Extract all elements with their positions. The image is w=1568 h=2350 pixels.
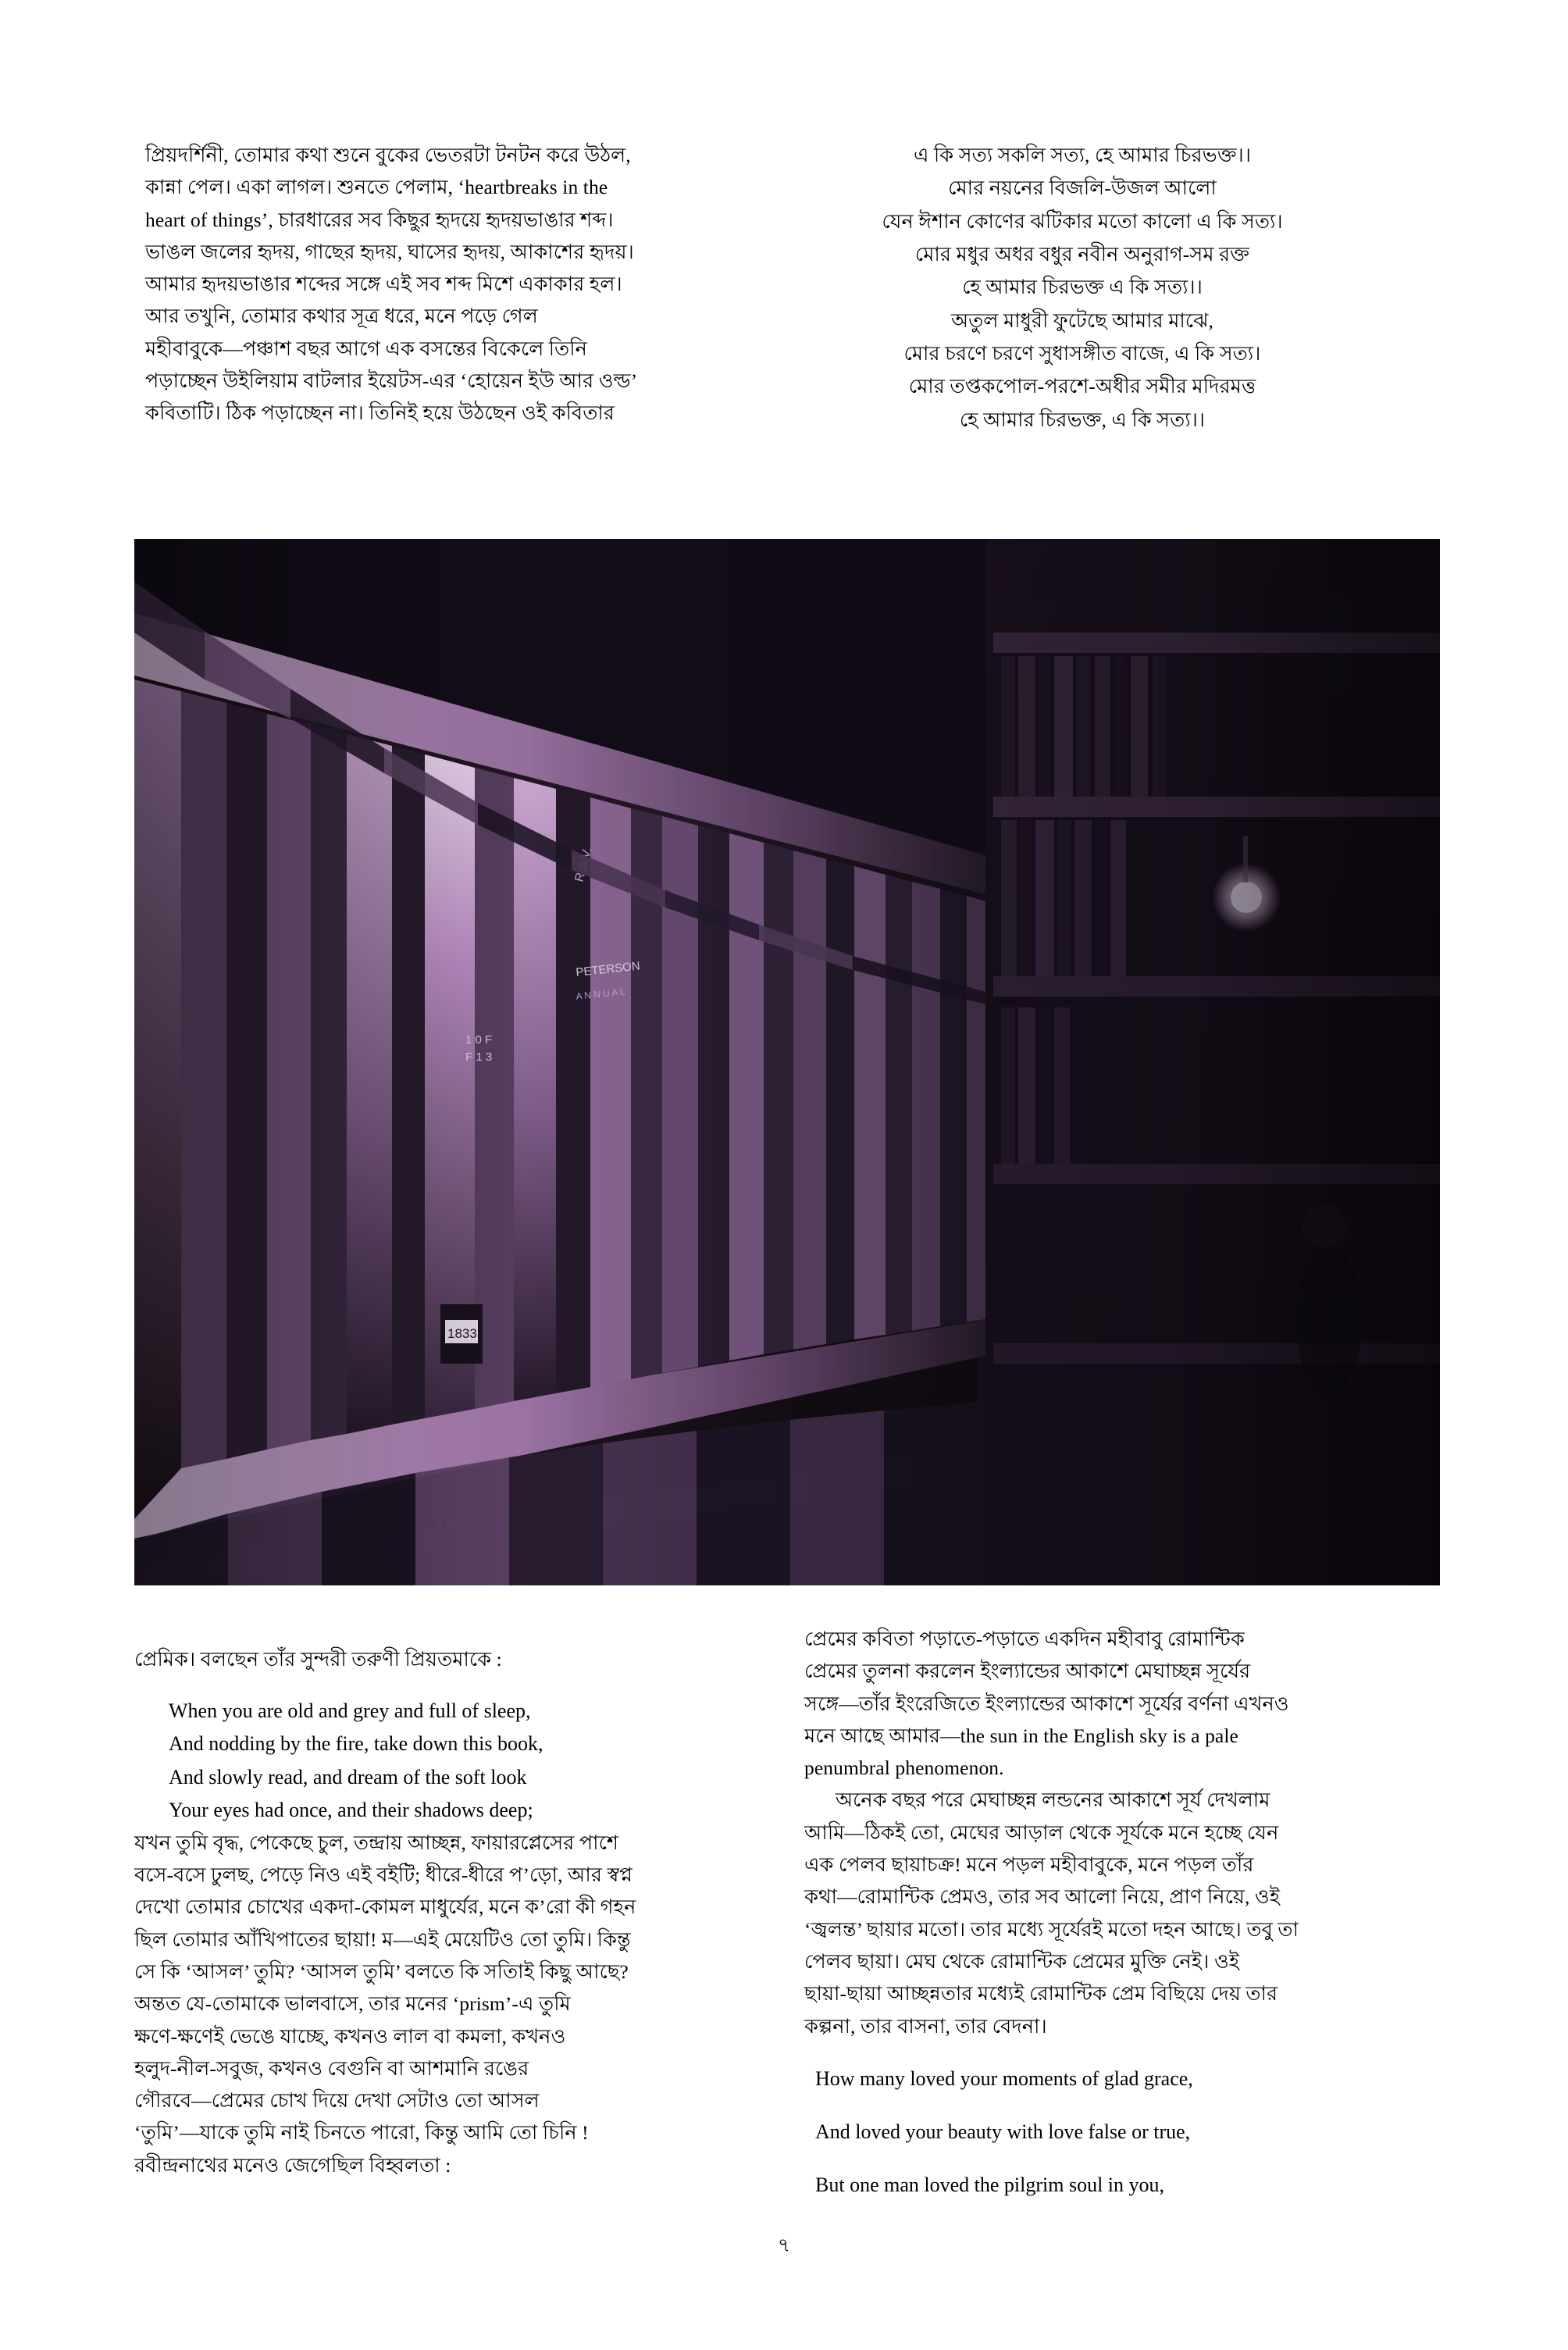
- paragraph-line: দেখো তোমার চোখের একদা-কোমল মাধুর্যের, মনে ক’রো কী গহন: [134, 1895, 636, 1919]
- top-text-columns: [145, 139, 1426, 437]
- paragraph-line: penumbral phenomenon.: [804, 1756, 1004, 1780]
- english-verse-block: [804, 2063, 1429, 2202]
- paragraph-line: বসে-বসে ঢুলছ, পেড়ে নিও এই বইটি; ধীরে-ধীরে প’ড়ো, আর স্বপ্ন: [134, 1863, 633, 1887]
- paragraph-two: [804, 1784, 1429, 2042]
- verse-line: হে আমার চিরভক্ত এ কি সত্য।।: [962, 276, 1203, 299]
- paragraph-line: সঙ্গে—তাঁর ইংরেজিতে ইংল্যান্ডের আকাশে সূর্যের বর্ণনা এখনও: [804, 1692, 1289, 1715]
- photo-illustration: [134, 539, 1440, 1585]
- paragraph-line: কল্পনা, তার বাসনা, তার বেদনা।: [804, 2014, 1047, 2038]
- paragraph-line: ‘জ্বলন্ত’ ছায়ার মতো। তার মধ্যে সূর্যেরই মতো দহন আছে। তবু তা: [804, 1917, 1299, 1941]
- paragraph-line: কান্না পেল। একা লাগল। শুনতে পেলাম, ‘heartbreaks in the: [145, 176, 608, 199]
- top-left-column: [145, 139, 739, 437]
- verse-line: And loved your beauty with love false or true,: [815, 2120, 1191, 2143]
- verse-line: হে আমার চিরভক্ত, এ কি সত্য।।: [959, 408, 1206, 431]
- paragraph-line: প্রিয়দর্শিনী, তোমার কথা শুনে বুকের ভেতরটা টনটন করে উঠল,: [145, 144, 631, 166]
- paragraph-line: প্রেমের কবিতা পড়াতে-পড়াতে একদিন মহীবাবু রোমান্টিক: [804, 1628, 1245, 1650]
- verse-line: এ কি সত্য সকলি সত্য, হে আমার চিরভক্ত।।: [913, 144, 1252, 166]
- paragraph-line: পড়াচ্ছেন উইলিয়াম বাটলার ইয়েটস-এর ‘হোয়েন ইউ আর ওল্ড’: [145, 369, 638, 393]
- paragraph-line: ‘তুমি’—যাকে তুমি নাই চিনতে পারো, কিন্তু আমি তো চিনি !: [134, 2121, 589, 2145]
- paragraph-line: ছিল তোমার আঁখিপাতের ছায়া! ম—এই মেয়েটিও তো তুমি। কিন্তু: [134, 1927, 631, 1951]
- paragraph-line: আমার হৃদয়ভাঙার শব্দের সঙ্গে এই সব শব্দ মিশে একাকার হল।: [145, 273, 622, 296]
- bengali-commentary: [134, 1827, 759, 2181]
- verse-line: And slowly read, and dream of the soft look: [169, 1765, 527, 1788]
- verse-line: Your eyes had once, and their shadows deep;: [169, 1798, 533, 1821]
- paragraph-line: গৌরবে—প্রেমের চোখ দিয়ে দেখা সেটাও তো আসল: [134, 2089, 540, 2113]
- verse-line: যেন ঈশান কোণের ঝটিকার মতো কালো এ কি সত্য।: [882, 209, 1283, 233]
- library-bookshelf-photograph: [134, 539, 1440, 1585]
- paragraph-line: আর তখুনি, তোমার কথার সূত্র ধরে, মনে পড়ে গেল: [145, 305, 538, 328]
- paragraph-line: রবীন্দ্রনাথের মনেও জেগেছিল বিহ্বলতা :: [134, 2153, 451, 2177]
- paragraph-line: ভাঙল জলের হৃদয়, গাছের হৃদয়, ঘাসের হৃদয়, আকাশের হৃদয়।: [145, 240, 634, 263]
- verse-line: But one man loved the pilgrim soul in you,: [815, 2173, 1165, 2197]
- verse-line: মোর চরণে চরণে সুধাসঙ্গীত বাজে, এ কি সত্য।: [903, 341, 1261, 365]
- paragraph-one: [804, 1623, 1429, 1784]
- paragraph-line: এক পেলব ছায়াচক্র! মনে পড়ল মহীবাবুকে, মনে পড়ল তাঁর: [804, 1853, 1254, 1877]
- english-verse-block: [134, 1695, 759, 1826]
- paragraph-line: মহীবাবুকে—পঞ্চাশ বছর আগে এক বসন্তের বিকেলে তিনি: [145, 337, 587, 360]
- verse-line: মোর তপ্তকপোল-পরশে-অধীর সমীর মদিরমত্ত: [908, 375, 1256, 398]
- paragraph-line: ছায়া-ছায়া আচ্ছন্নতার মধ্যেই রোমান্টিক প্রেম বিছিয়ে দেয় তার: [804, 1982, 1278, 2006]
- top-right-column: [786, 139, 1379, 437]
- verse-line: মোর মধুর অধর বধুর নবীন অনুরাগ-সম রক্ত: [914, 242, 1250, 266]
- verse-line: And nodding by the fire, take down this book,: [169, 1732, 543, 1756]
- paragraph-line: কথা—রোমান্টিক প্রেমও, তার সব আলো নিয়ে, প্রাণ নিয়ে, ওই: [804, 1885, 1281, 1909]
- verse-line: মোর নয়নের বিজলি-উজল আলো: [948, 177, 1217, 200]
- bottom-text-columns: [134, 1623, 1440, 2222]
- verse-line: When you are old and grey and full of sleep,: [169, 1699, 531, 1723]
- paragraph-line: আমি—ঠিকই তো, মেঘের আড়াল থেকে সূর্যকে মনে হচ্ছে যেন: [804, 1820, 1279, 1844]
- paragraph-line: যখন তুমি বৃদ্ধ, পেকেছে চুল, তন্দ্রায় আচ্ছন্ন, ফায়ারপ্লেসের পাশে: [134, 1831, 619, 1854]
- paragraph-line: পেলব ছায়া। মেঘ থেকে রোমান্টিক প্রেমের মুক্তি নেই। ওই: [804, 1949, 1240, 1973]
- photograph-figure: [134, 539, 1440, 1585]
- bottom-left-column: [134, 1623, 759, 2222]
- paragraph-line: অনেক বছর পরে মেঘাচ্ছন্ন লন্ডনের আকাশে সূর্য দেখলাম: [836, 1788, 1270, 1812]
- bottom-right-column: [804, 1623, 1429, 2222]
- verse-line: How many loved your moments of glad grace,: [815, 2067, 1193, 2090]
- speaker-intro: প্রেমিক। বলছেন তাঁর সুন্দরী তরুণী প্রিয়তমাকে :: [134, 1647, 502, 1671]
- paragraph-line: heart of things’, চারধারের সব কিছুর হৃদয়ে হৃদয়ভাঙার শব্দ।: [145, 208, 614, 231]
- verse-line: অতুল মাধুরী ফুটেছে আমার মাঝে,: [950, 308, 1214, 332]
- paragraph-line: হলুদ-নীল-সবুজ, কখনও বেগুনি বা আশমানি রঙের: [134, 2056, 529, 2080]
- page-number: ৭: [777, 2235, 791, 2256]
- paragraph-line: মনে আছে আমার—the sun in the English sky is a pale: [804, 1724, 1238, 1747]
- paragraph-line: প্রেমের তুলনা করলেন ইংল্যান্ডের আকাশে মেঘাচ্ছন্ন সূর্যের: [804, 1660, 1251, 1683]
- paragraph-line: ক্ষণে-ক্ষণেই ভেঙে যাচ্ছে, কখনও লাল বা কমলা, কখনও: [134, 2024, 566, 2048]
- paragraph-line: সে কি ‘আসল’ তুমি? ‘আসল তুমি’ বলতে কি সতিাই কিছু আছে?: [134, 1960, 629, 1983]
- paragraph-line: কবিতাটি। ঠিক পড়াচ্ছেন না। তিনিই হয়ে উঠছেন ওই কবিতার: [145, 401, 615, 425]
- paragraph-line: অন্তত যে-তোমাকে ভালবাসে, তার মনের ‘prism’-এ তুমি: [134, 1992, 571, 2016]
